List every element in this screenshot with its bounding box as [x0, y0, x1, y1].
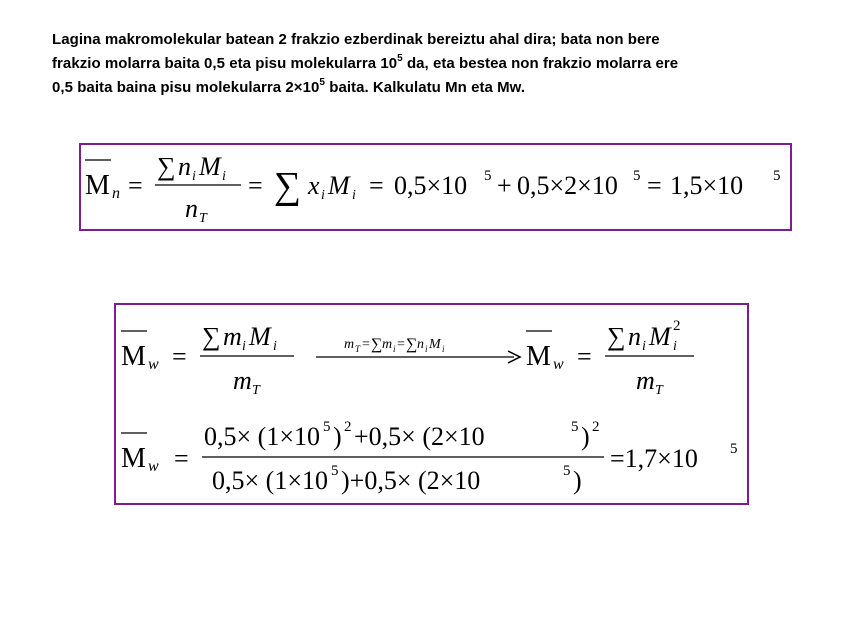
mw-symbol-3: M [121, 443, 146, 474]
mw-den-exp-b: 5 [563, 463, 571, 479]
mn-result-exp: 5 [773, 168, 781, 184]
mn-den-T: T [199, 211, 207, 226]
mw-den-mid: )+0,5× (2×10 [341, 466, 481, 495]
mw-num2-sq: 2 [673, 318, 681, 334]
mw-equals-3: = [174, 444, 189, 473]
mw-num-line-b: +0,5× (2×10 [354, 422, 485, 451]
arrow-label-n: n [417, 337, 424, 352]
mw-equals-1: = [172, 342, 187, 371]
mw-num-close-b: ) [581, 422, 590, 451]
arrow-label-i2: i [425, 344, 428, 354]
mw-num-exp-a: 5 [323, 419, 331, 435]
mw-subscript-3: w [148, 458, 159, 475]
problem-line-2: frakzio molarra baita 0,5 eta pisu molekularra $10^5$ da, eta bestea non frakzio molarra ere [52, 53, 679, 72]
mn-formula-box [79, 143, 792, 231]
mn-term-2: 0,5×2×10 [517, 171, 618, 200]
mw-num-m: m [223, 322, 242, 351]
mw-result: =1,7×10 [610, 444, 698, 473]
mn-num-sum: ∑ [157, 152, 176, 181]
arrow-label-i3: i [442, 344, 445, 354]
mn-den-n: n [185, 194, 198, 223]
problem-line-3: 0,5 baita baina pisu molekularra $2\times 10^5$ baita. Kalkulatu Mn eta Mw. [52, 77, 526, 96]
mn-subscript: n [112, 185, 120, 202]
mw-formula [116, 305, 746, 502]
mn-term-1: 0,5×10 [394, 171, 468, 200]
mw-den-exp-a: 5 [331, 463, 339, 479]
arrow-label-M: M [429, 337, 441, 352]
mw-num-sum: ∑ [202, 322, 221, 351]
arrow-label-sum-1: ∑ [371, 336, 383, 353]
mw-symbol-1: M [121, 341, 146, 372]
arrow-label-sum-2: ∑ [406, 336, 418, 353]
mw-num2-n: n [628, 322, 641, 351]
mw-den-line-a: 0,5× (1×10 [212, 466, 328, 495]
mn-num-M: M [199, 152, 221, 181]
mn-M: M [328, 171, 350, 200]
mw-den-m: m [233, 366, 252, 395]
mn-equals-2: = [248, 171, 263, 200]
mn-sum: ∑ [274, 165, 302, 207]
mw-equals-2: = [577, 342, 592, 371]
mn-equals-3: = [369, 171, 384, 200]
mw-num-sq-a: 2 [344, 419, 352, 435]
mw-num-close-a: ) [333, 422, 342, 451]
mn-result: 1,5×10 [670, 171, 744, 200]
problem-line-1: Lagina makromolekular batean 2 frakzio ezberdinak bereiztu ahal dira; bata non bere [52, 31, 660, 48]
mn-term-1-exp: 5 [484, 168, 492, 184]
mw-num-exp-b: 5 [571, 419, 579, 435]
mw-den-T: T [252, 383, 260, 398]
mw-result-exp: 5 [730, 441, 738, 457]
mw-num2-M-i: i [673, 339, 677, 354]
mw-den-close: ) [573, 466, 582, 495]
arrow-label-eq-2: = [397, 337, 405, 352]
mn-num-i: i [192, 169, 196, 184]
mw-num2-n-i: i [642, 339, 646, 354]
mw-den2-T: T [655, 383, 663, 398]
mw-num-M-i: i [273, 339, 277, 354]
mn-term-2-exp: 5 [633, 168, 641, 184]
mn-equals-4: = [647, 171, 662, 200]
mw-symbol-2: M [526, 341, 551, 372]
mw-num-sq-b: 2 [592, 419, 600, 435]
mn-num-n: n [178, 152, 191, 181]
mw-num-m-i: i [242, 339, 246, 354]
arrow-label-T: T [355, 344, 361, 354]
arrow-label-eq-1: = [362, 337, 370, 352]
mn-x: x [308, 171, 320, 200]
mn-formula [81, 145, 789, 228]
mn-symbol: M [85, 170, 110, 201]
mw-subscript-1: w [148, 356, 159, 373]
arrow-label-i1: i [393, 344, 396, 354]
mw-subscript-2: w [553, 356, 564, 373]
arrow-label-m: m [344, 337, 355, 352]
mn-M-i: i [352, 188, 356, 203]
mw-den2-m: m [636, 366, 655, 395]
mw-formula-box [114, 303, 749, 505]
problem-statement [52, 28, 840, 100]
mw-num-M: M [249, 322, 271, 351]
mw-num2-sum: ∑ [607, 322, 626, 351]
mn-equals-1: = [128, 171, 143, 200]
arrow-label-m2: m [382, 337, 393, 352]
mn-plus: + [497, 171, 512, 200]
mn-x-i: i [321, 188, 325, 203]
mw-num2-M: M [649, 322, 671, 351]
mw-num-line-a: 0,5× (1×10 [204, 422, 320, 451]
mn-num-i2: i [222, 169, 226, 184]
